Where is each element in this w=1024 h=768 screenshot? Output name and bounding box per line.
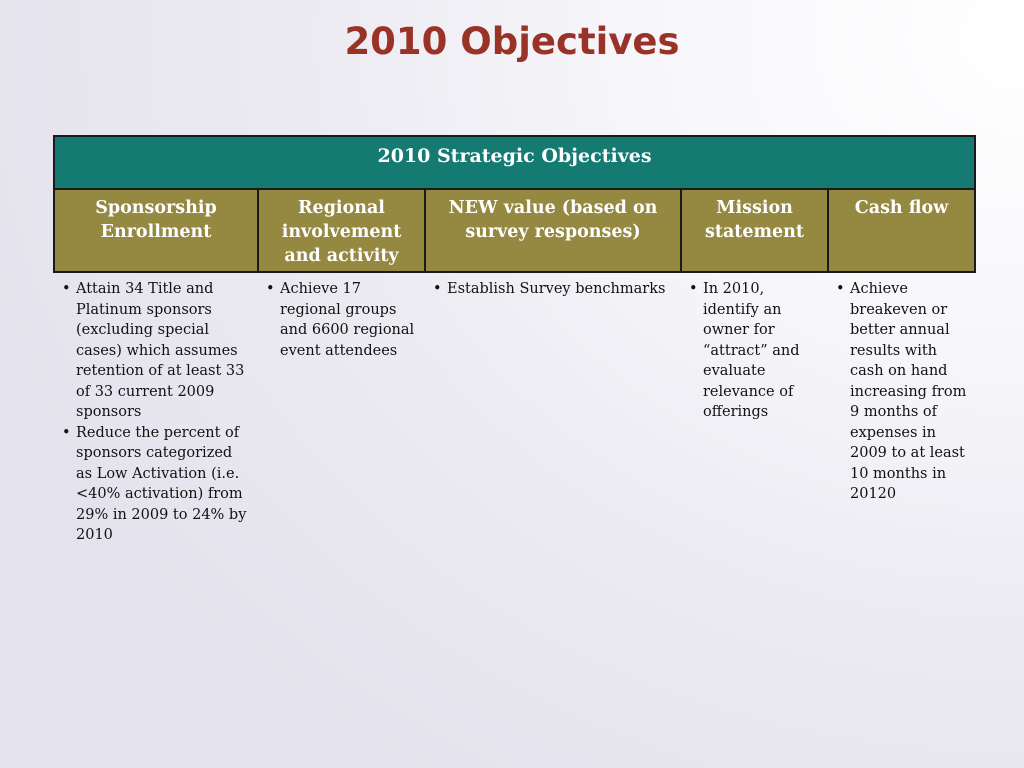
bullet-list (687, 279, 822, 423)
bullet-item (60, 279, 252, 423)
bullet-item (834, 279, 969, 505)
bullet-list (60, 279, 252, 546)
column-body-regional (258, 272, 425, 546)
table-header-row (54, 189, 975, 272)
bullet-text: Reduce the percent of sponsors categorized as Low Activation (i.e. <40% activation) from 29% in 2009 to 24% by 2010 (76, 424, 247, 543)
column-header-cash-flow: Cash flow (828, 189, 975, 272)
bullet-item (264, 279, 419, 361)
bullet-icon: • (266, 281, 275, 297)
bullet-icon: • (62, 424, 71, 441)
bullet-text: Attain 34 Title and Platinum sponsors (excluding special cases) which assumes retention of at least 33 of 33 current 2009 sponsors (76, 281, 245, 420)
bullet-list (431, 279, 675, 300)
column-body-mission (681, 272, 828, 546)
bullet-text: Achieve 17 regional groups and 6600 regional event attendees (280, 281, 415, 359)
bullet-icon: • (433, 281, 442, 297)
column-body-cash-flow (828, 272, 975, 546)
column-header-sponsorship: Sponsorship Enrollment (54, 189, 258, 272)
objectives-table (53, 135, 976, 546)
bullet-icon: • (62, 281, 71, 297)
bullet-icon: • (689, 281, 698, 297)
slide-title: 2010 Objectives (344, 20, 680, 63)
bullet-text: Achieve breakeven or better annual results with cash on hand increasing from 9 months of expenses in 2009 to at least 10 months in 20120 (850, 281, 967, 502)
table-banner-row (54, 136, 975, 189)
bullet-icon: • (836, 281, 845, 297)
column-body-sponsorship (54, 272, 258, 546)
bullet-item (60, 423, 252, 546)
bullet-item (431, 279, 675, 300)
table-banner: 2010 Strategic Objectives (54, 136, 975, 189)
column-header-new-value: NEW value (based on survey responses) (425, 189, 681, 272)
table-body-row (54, 272, 975, 546)
bullet-text: Establish Survey benchmarks (447, 281, 666, 297)
column-header-regional: Regional involvement and activity (258, 189, 425, 272)
column-body-new-value (425, 272, 681, 546)
bullet-item (687, 279, 822, 423)
bullet-list (264, 279, 419, 361)
column-header-mission: Mission statement (681, 189, 828, 272)
bullet-list (834, 279, 969, 505)
bullet-text: In 2010, identify an owner for “attract” and evaluate relevance of offerings (703, 281, 800, 420)
